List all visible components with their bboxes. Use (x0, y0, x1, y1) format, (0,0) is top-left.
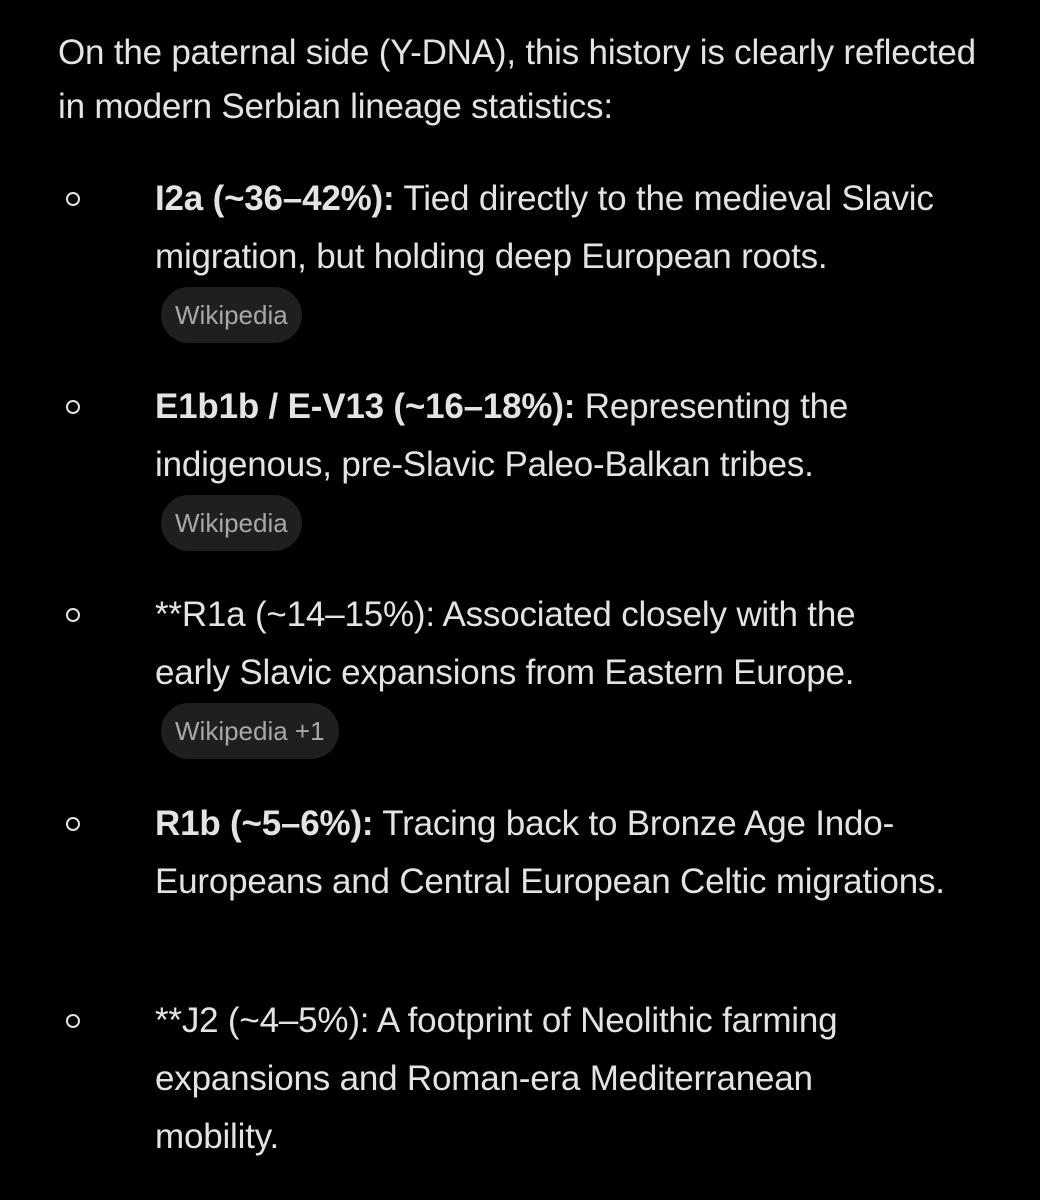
list-item-text (155, 586, 915, 760)
response-content (58, 26, 998, 134)
list-item-text (155, 795, 955, 911)
hollow-bullet-icon (66, 192, 80, 206)
hollow-bullet-icon (66, 400, 80, 414)
haplogroup-description: Tied directly to the medieval Slavic migration, but holding deep European roots. (155, 179, 934, 276)
haplogroup-description: Representing the indigenous, pre-Slavic Paleo-Balkan tribes. (155, 387, 849, 484)
source-chip[interactable]: Wikipedia (161, 495, 302, 551)
intro-paragraph: On the paternal side (Y-DNA), this history is clearly reflected in modern Serbian lineage statistics: (58, 33, 976, 126)
haplogroup-label: I2a (~36–42%): (155, 179, 395, 218)
source-chip[interactable]: Wikipedia (161, 287, 302, 343)
hollow-bullet-icon (66, 1014, 80, 1028)
haplogroup-label: E1b1b / E-V13 (~16–18%): (155, 387, 576, 426)
source-chip[interactable]: Wikipedia +1 (161, 703, 339, 759)
haplogroup-label: R1b (~5–6%): (155, 804, 374, 843)
list-item-text (155, 992, 935, 1166)
hollow-bullet-icon (66, 608, 80, 622)
haplogroup-description: Tracing back to Bronze Age Indo-Europeans and Central European Celtic migrations. (155, 804, 945, 901)
list-item-text (155, 378, 875, 552)
list-item-text (155, 170, 955, 344)
haplogroup-description: **J2 (~4–5%): A footprint of Neolithic farming expansions and Roman-era Mediterranean mobility. (155, 1001, 838, 1156)
hollow-bullet-icon (66, 817, 80, 831)
haplogroup-description: **R1a (~14–15%): Associated closely with the early Slavic expansions from Eastern Europe. (155, 595, 856, 692)
